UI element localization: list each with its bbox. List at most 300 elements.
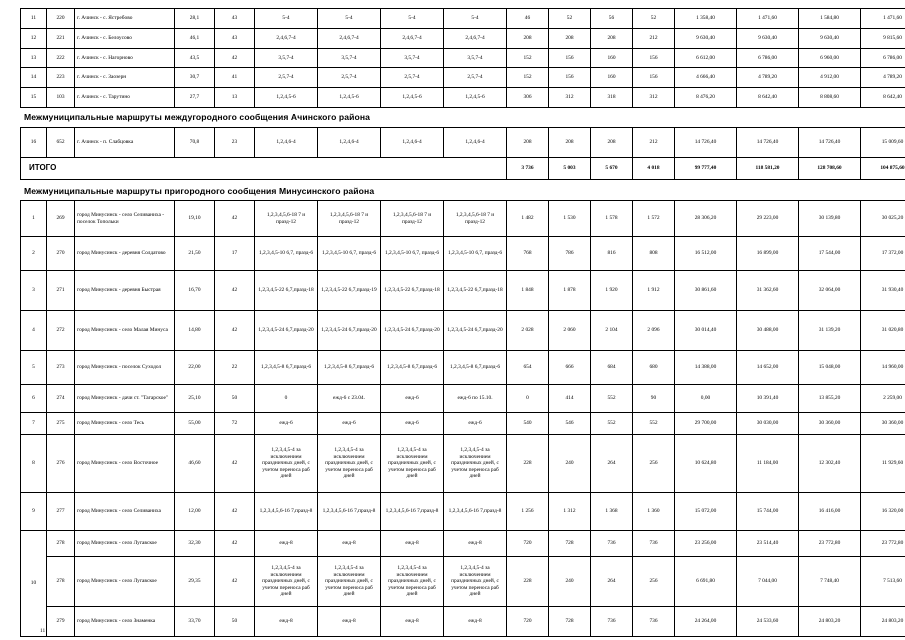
cell-trips-3: 208 bbox=[591, 28, 633, 48]
cell-trips-1: 720 bbox=[507, 531, 549, 557]
cell-trips-3: 736 bbox=[591, 607, 633, 637]
table-row bbox=[21, 48, 905, 68]
cell-length: 28,1 bbox=[175, 9, 215, 29]
cell-no: 5 bbox=[21, 351, 47, 385]
cell-trips-4: 156 bbox=[633, 48, 675, 68]
cell-schedule-2: 1,2,3,4,5-4 за исключением праздничных дней, с учетом переноса раб дней bbox=[318, 557, 381, 607]
table-row bbox=[21, 413, 905, 435]
table-row bbox=[21, 531, 905, 557]
cell-code: 279 bbox=[47, 607, 75, 637]
cell-code: 276 bbox=[47, 435, 75, 493]
cell-mileage-1: 9 630,40 bbox=[675, 28, 737, 48]
cell-trips-1: 768 bbox=[507, 237, 549, 271]
table-row bbox=[21, 28, 905, 48]
cell-mileage-1: 28 306,20 bbox=[675, 201, 737, 237]
cell-mileage-3: 23 772,80 bbox=[799, 531, 861, 557]
cell-no: 10 bbox=[21, 531, 47, 637]
cell-trips-1: 152 bbox=[507, 68, 549, 88]
table-row bbox=[21, 9, 905, 29]
cell-schedule-2: 1,2,3,4,5-8 6,7,празд-6 bbox=[318, 351, 381, 385]
cell-mileage-2: 24 533,60 bbox=[737, 607, 799, 637]
cell-schedule-1: 1,2,3,4,5-24 6,7,празд-20 bbox=[255, 311, 318, 351]
cell-mileage-4: 30 360,00 bbox=[861, 413, 905, 435]
cell-mileage-4: 14 960,00 bbox=[861, 351, 905, 385]
cell-capacity: 41 bbox=[215, 68, 255, 88]
cell-code: 274 bbox=[47, 385, 75, 413]
cell-schedule-1: 1,2,3,4,5-10 6,7, празд-6 bbox=[255, 237, 318, 271]
cell-mileage-3: 1 584,80 bbox=[799, 9, 861, 29]
cell-schedule-3: 1,2,4,6-4 bbox=[381, 128, 444, 158]
cell-code: 270 bbox=[47, 237, 75, 271]
cell-mileage-3: 9 630,40 bbox=[799, 28, 861, 48]
cell-schedule-4: 1,2,3,4,5-10 6,7, празд-6 bbox=[444, 237, 507, 271]
cell-trips-2: 728 bbox=[549, 531, 591, 557]
table-row bbox=[21, 557, 905, 607]
cell-trips-3: 264 bbox=[591, 435, 633, 493]
cell-route: город Минусинск - село Малая Минуса bbox=[75, 311, 175, 351]
cell-mileage-2: 14 652,00 bbox=[737, 351, 799, 385]
cell-route: город Минусинск - деревня Солдатово bbox=[75, 237, 175, 271]
cell-length: 21,50 bbox=[175, 237, 215, 271]
cell-trips-3: 318 bbox=[591, 88, 633, 108]
cell-length: 27,7 bbox=[175, 88, 215, 108]
cell-schedule-2: ежд-8 bbox=[318, 531, 381, 557]
table-row bbox=[21, 201, 905, 237]
cell-mileage-3: 16 416,00 bbox=[799, 493, 861, 531]
routes-table-achinsk-intercity bbox=[20, 127, 905, 180]
cell-length: 46,60 bbox=[175, 435, 215, 493]
cell-mileage-4: 15 009,60 bbox=[861, 128, 905, 158]
cell-capacity: 42 bbox=[215, 48, 255, 68]
routes-table-minusinsk-suburban bbox=[20, 200, 905, 637]
cell-mileage-1: 0,00 bbox=[675, 385, 737, 413]
cell-length: 70,8 bbox=[175, 128, 215, 158]
cell-trips-3: 684 bbox=[591, 351, 633, 385]
total-trips-2: 5 003 bbox=[549, 158, 591, 180]
cell-mileage-3: 31 139,20 bbox=[799, 311, 861, 351]
cell-trips-2: 546 bbox=[549, 413, 591, 435]
cell-mileage-2: 7 044,00 bbox=[737, 557, 799, 607]
total-trips-1: 3 736 bbox=[507, 158, 549, 180]
cell-mileage-1: 23 256,00 bbox=[675, 531, 737, 557]
cell-trips-2: 786 bbox=[549, 237, 591, 271]
cell-mileage-1: 29 700,00 bbox=[675, 413, 737, 435]
cell-schedule-4: ежд-6 по 15.10. bbox=[444, 385, 507, 413]
table-row bbox=[21, 237, 905, 271]
cell-mileage-2: 16 899,00 bbox=[737, 237, 799, 271]
cell-trips-3: 160 bbox=[591, 68, 633, 88]
cell-trips-4: 1 572 bbox=[633, 201, 675, 237]
total-mileage-2: 118 581,20 bbox=[737, 158, 799, 180]
cell-trips-3: 736 bbox=[591, 531, 633, 557]
cell-schedule-2: 1,2,3,4,5-10 6,7, празд-6 bbox=[318, 237, 381, 271]
cell-trips-4: 1 912 bbox=[633, 271, 675, 311]
cell-mileage-3: 4 912,00 bbox=[799, 68, 861, 88]
cell-trips-3: 208 bbox=[591, 128, 633, 158]
cell-capacity: 17 bbox=[215, 237, 255, 271]
cell-trips-1: 2 028 bbox=[507, 311, 549, 351]
total-mileage-3: 128 708,60 bbox=[799, 158, 861, 180]
cell-mileage-4: 2 259,00 bbox=[861, 385, 905, 413]
cell-code: 223 bbox=[47, 68, 75, 88]
cell-schedule-2: ежд-8 bbox=[318, 607, 381, 637]
cell-mileage-3: 30 139,80 bbox=[799, 201, 861, 237]
total-mileage-1: 99 777,40 bbox=[675, 158, 737, 180]
cell-trips-4: 2 096 bbox=[633, 311, 675, 351]
cell-mileage-4: 23 772,80 bbox=[861, 531, 905, 557]
cell-trips-3: 816 bbox=[591, 237, 633, 271]
cell-route: г. Ачинск - с. Заозерн bbox=[75, 68, 175, 88]
cell-trips-2: 240 bbox=[549, 435, 591, 493]
cell-code: 652 bbox=[47, 128, 75, 158]
cell-capacity: 42 bbox=[215, 493, 255, 531]
cell-trips-3: 1 368 bbox=[591, 493, 633, 531]
cell-schedule-2: 1,2,3,4,5,6-18 7 и празд-12 bbox=[318, 201, 381, 237]
cell-mileage-4: 6 786,00 bbox=[861, 48, 905, 68]
cell-trips-1: 208 bbox=[507, 28, 549, 48]
cell-trips-4: 256 bbox=[633, 435, 675, 493]
cell-capacity: 42 bbox=[215, 557, 255, 607]
cell-trips-4: 52 bbox=[633, 9, 675, 29]
cell-mileage-2: 30 488,00 bbox=[737, 311, 799, 351]
cell-capacity: 42 bbox=[215, 531, 255, 557]
cell-schedule-3: 1,2,3,4,5,6-16 7,празд-8 bbox=[381, 493, 444, 531]
cell-schedule-3: 1,2,3,4,5-8 6,7,празд-6 bbox=[381, 351, 444, 385]
cell-schedule-1: 1,2,3,4,5-4 за исключением праздничных дней, с учетом переноса раб дней bbox=[255, 557, 318, 607]
table-row bbox=[21, 271, 905, 311]
cell-code: 278 bbox=[47, 557, 75, 607]
cell-route: г. Ачинск - с. Белоусово bbox=[75, 28, 175, 48]
cell-trips-1: 540 bbox=[507, 413, 549, 435]
cell-trips-1: 0 bbox=[507, 385, 549, 413]
cell-schedule-3: 1,2,3,4,5-4 за исключением праздничных дней, с учетом переноса раб дней bbox=[381, 435, 444, 493]
total-mileage-4: 104 875,60 bbox=[861, 158, 905, 180]
cell-schedule-1: 1,2,4,6-4 bbox=[255, 128, 318, 158]
cell-mileage-2: 14 726,40 bbox=[737, 128, 799, 158]
table-row bbox=[21, 68, 905, 88]
cell-code: 273 bbox=[47, 351, 75, 385]
cell-code: 221 bbox=[47, 28, 75, 48]
table-row bbox=[21, 385, 905, 413]
cell-schedule-3: 1,2,3,4,5,6-18 7 и празд-12 bbox=[381, 201, 444, 237]
cell-schedule-3: 1,2,4,5-6 bbox=[381, 88, 444, 108]
cell-schedule-2: 5-4 bbox=[318, 9, 381, 29]
cell-no: 3 bbox=[21, 271, 47, 311]
cell-mileage-3: 30 360,00 bbox=[799, 413, 861, 435]
cell-length: 46,1 bbox=[175, 28, 215, 48]
cell-route: г. Ачинск - с. Нагорново bbox=[75, 48, 175, 68]
cell-schedule-4: 1,2,3,4,5-22 6,7,празд-18 bbox=[444, 271, 507, 311]
cell-mileage-2: 4 789,20 bbox=[737, 68, 799, 88]
cell-trips-4: 680 bbox=[633, 351, 675, 385]
cell-capacity: 42 bbox=[215, 271, 255, 311]
cell-mileage-3: 15 048,00 bbox=[799, 351, 861, 385]
cell-trips-3: 552 bbox=[591, 413, 633, 435]
total-trips-3: 5 670 bbox=[591, 158, 633, 180]
cell-mileage-2: 10 391,40 bbox=[737, 385, 799, 413]
cell-code: 277 bbox=[47, 493, 75, 531]
cell-trips-4: 552 bbox=[633, 413, 675, 435]
cell-route: город Минусинск - поселок Суходол bbox=[75, 351, 175, 385]
cell-schedule-1: 1,2,4,5-6 bbox=[255, 88, 318, 108]
cell-mileage-1: 1 358,40 bbox=[675, 9, 737, 29]
cell-route: город Минусинск - село Селиваниха bbox=[75, 493, 175, 531]
cell-schedule-2: 1,2,4,6-4 bbox=[318, 128, 381, 158]
table-row bbox=[21, 88, 905, 108]
cell-schedule-4: 2,5,7-4 bbox=[444, 68, 507, 88]
table-row bbox=[21, 435, 905, 493]
cell-schedule-4: 1,2,3,4,5-8 6,7,празд-6 bbox=[444, 351, 507, 385]
cell-mileage-3: 12 302,40 bbox=[799, 435, 861, 493]
section-title-suburban-minusinsk: Межмуниципальные маршруты пригородного сообщения Минусинского района bbox=[24, 186, 375, 196]
cell-schedule-1: ежд-8 bbox=[255, 531, 318, 557]
cell-schedule-2: ежд-6 bbox=[318, 413, 381, 435]
cell-schedule-4: 1,2,3,4,5,6-16 7,празд-8 bbox=[444, 493, 507, 531]
cell-mileage-4: 31 020,80 bbox=[861, 311, 905, 351]
cell-mileage-1: 24 264,00 bbox=[675, 607, 737, 637]
table-row bbox=[21, 128, 905, 158]
cell-trips-4: 736 bbox=[633, 607, 675, 637]
cell-mileage-2: 6 786,00 bbox=[737, 48, 799, 68]
cell-schedule-1: 2,5,7-4 bbox=[255, 68, 318, 88]
table-row bbox=[21, 311, 905, 351]
cell-mileage-3: 7 748,40 bbox=[799, 557, 861, 607]
cell-schedule-4: ежд-8 bbox=[444, 607, 507, 637]
cell-schedule-1: ежд-8 bbox=[255, 607, 318, 637]
cell-schedule-3: ежд-6 bbox=[381, 413, 444, 435]
cell-mileage-1: 8 476,20 bbox=[675, 88, 737, 108]
cell-mileage-3: 14 726,40 bbox=[799, 128, 861, 158]
cell-mileage-1: 14 388,00 bbox=[675, 351, 737, 385]
cell-schedule-1: 1,2,3,4,5,6-18 7 и празд-12 bbox=[255, 201, 318, 237]
cell-mileage-2: 15 744,00 bbox=[737, 493, 799, 531]
cell-route: город Минусинск - дачи ст. "Тагарское" bbox=[75, 385, 175, 413]
cell-no: 11 bbox=[21, 9, 47, 29]
cell-mileage-4: 31 930,40 bbox=[861, 271, 905, 311]
cell-schedule-2: 3,5,7-4 bbox=[318, 48, 381, 68]
cell-length: 33,70 bbox=[175, 607, 215, 637]
cell-route: город Минусинск - село Лугавское bbox=[75, 531, 175, 557]
cell-mileage-4: 16 320,00 bbox=[861, 493, 905, 531]
cell-trips-2: 1 878 bbox=[549, 271, 591, 311]
cell-mileage-1: 4 666,40 bbox=[675, 68, 737, 88]
cell-trips-2: 1 530 bbox=[549, 201, 591, 237]
cell-schedule-3: 2,5,7-4 bbox=[381, 68, 444, 88]
cell-schedule-4: 1,2,3,4,5-4 за исключением праздничных дней, с учетом переноса раб дней bbox=[444, 435, 507, 493]
cell-capacity: 43 bbox=[215, 9, 255, 29]
cell-trips-4: 156 bbox=[633, 68, 675, 88]
cell-trips-3: 1 578 bbox=[591, 201, 633, 237]
cell-mileage-4: 8 642,40 bbox=[861, 88, 905, 108]
cell-schedule-2: 1,2,3,4,5,6-16 7,празд-8 bbox=[318, 493, 381, 531]
cell-schedule-3: ежд-6 bbox=[381, 385, 444, 413]
cell-schedule-1: 1,2,3,4,5-22 6,7,празд-18 bbox=[255, 271, 318, 311]
cell-trips-1: 46 bbox=[507, 9, 549, 29]
cell-no: 13 bbox=[21, 48, 47, 68]
cell-trips-1: 228 bbox=[507, 557, 549, 607]
cell-mileage-4: 17 372,00 bbox=[861, 237, 905, 271]
cell-schedule-4: 3,5,7-4 bbox=[444, 48, 507, 68]
cell-schedule-4: 1,2,3,4,5-24 6,7,празд-20 bbox=[444, 311, 507, 351]
next-row-number: 11 bbox=[40, 628, 46, 634]
cell-trips-1: 306 bbox=[507, 88, 549, 108]
cell-route: г. Ачинск - п. Слабцовка bbox=[75, 128, 175, 158]
cell-mileage-2: 29 223,00 bbox=[737, 201, 799, 237]
cell-length: 32,30 bbox=[175, 531, 215, 557]
cell-schedule-2: 1,2,4,5-6 bbox=[318, 88, 381, 108]
cell-schedule-4: 1,2,3,4,5,6-18 7 и празд-12 bbox=[444, 201, 507, 237]
cell-trips-1: 228 bbox=[507, 435, 549, 493]
cell-length: 14,80 bbox=[175, 311, 215, 351]
cell-trips-4: 212 bbox=[633, 128, 675, 158]
routes-table-achinsk-suburban bbox=[20, 8, 905, 108]
cell-length: 25,10 bbox=[175, 385, 215, 413]
cell-schedule-1: 1,2,3,4,5,6-16 7,празд-8 bbox=[255, 493, 318, 531]
cell-capacity: 23 bbox=[215, 128, 255, 158]
table-row bbox=[21, 351, 905, 385]
cell-schedule-3: 1,2,3,4,5-10 6,7, празд-6 bbox=[381, 237, 444, 271]
cell-trips-1: 1 256 bbox=[507, 493, 549, 531]
cell-schedule-2: 1,2,3,4,5-24 6,7,празд-20 bbox=[318, 311, 381, 351]
cell-no: 2 bbox=[21, 237, 47, 271]
cell-trips-2: 1 312 bbox=[549, 493, 591, 531]
cell-mileage-2: 9 630,40 bbox=[737, 28, 799, 48]
cell-trips-2: 52 bbox=[549, 9, 591, 29]
total-label: ИТОГО bbox=[21, 158, 507, 180]
cell-schedule-3: ежд-8 bbox=[381, 607, 444, 637]
cell-code: 103 bbox=[47, 88, 75, 108]
cell-schedule-1: ежд-6 bbox=[255, 413, 318, 435]
cell-mileage-3: 17 544,00 bbox=[799, 237, 861, 271]
cell-length: 30,7 bbox=[175, 68, 215, 88]
cell-capacity: 43 bbox=[215, 28, 255, 48]
cell-capacity: 13 bbox=[215, 88, 255, 108]
cell-schedule-2: 2,4,6,7-4 bbox=[318, 28, 381, 48]
cell-trips-2: 156 bbox=[549, 68, 591, 88]
cell-capacity: 42 bbox=[215, 435, 255, 493]
cell-mileage-1: 30 014,40 bbox=[675, 311, 737, 351]
cell-mileage-1: 6 612,00 bbox=[675, 48, 737, 68]
cell-trips-2: 240 bbox=[549, 557, 591, 607]
cell-schedule-4: ежд-8 bbox=[444, 531, 507, 557]
cell-trips-2: 156 bbox=[549, 48, 591, 68]
cell-mileage-4: 9 815,60 bbox=[861, 28, 905, 48]
cell-trips-4: 212 bbox=[633, 28, 675, 48]
cell-schedule-4: 1,2,4,5-6 bbox=[444, 88, 507, 108]
cell-no: 12 bbox=[21, 28, 47, 48]
cell-trips-1: 1 848 bbox=[507, 271, 549, 311]
cell-no: 14 bbox=[21, 68, 47, 88]
cell-schedule-2: 2,5,7-4 bbox=[318, 68, 381, 88]
cell-trips-3: 2 104 bbox=[591, 311, 633, 351]
cell-schedule-3: 1,2,3,4,5-24 6,7,празд-20 bbox=[381, 311, 444, 351]
cell-mileage-2: 8 642,40 bbox=[737, 88, 799, 108]
cell-trips-3: 264 bbox=[591, 557, 633, 607]
cell-route: г. Ачинск - с. Тарутино bbox=[75, 88, 175, 108]
cell-schedule-3: 2,4,6,7-4 bbox=[381, 28, 444, 48]
cell-trips-2: 666 bbox=[549, 351, 591, 385]
cell-mileage-2: 30 030,00 bbox=[737, 413, 799, 435]
cell-route: город Минусинск - село Тесь bbox=[75, 413, 175, 435]
cell-mileage-1: 16 512,00 bbox=[675, 237, 737, 271]
cell-code: 275 bbox=[47, 413, 75, 435]
cell-schedule-1: 3,5,7-4 bbox=[255, 48, 318, 68]
cell-trips-2: 728 bbox=[549, 607, 591, 637]
cell-trips-4: 1 360 bbox=[633, 493, 675, 531]
section-title-intercity-achinsk: Межмуниципальные маршруты междугородного сообщения Ачинского района bbox=[24, 112, 371, 122]
cell-no: 9 bbox=[21, 493, 47, 531]
cell-mileage-3: 8 808,60 bbox=[799, 88, 861, 108]
cell-schedule-4: 5-4 bbox=[444, 9, 507, 29]
cell-capacity: 50 bbox=[215, 385, 255, 413]
cell-code: 220 bbox=[47, 9, 75, 29]
cell-mileage-4: 11 929,60 bbox=[861, 435, 905, 493]
cell-schedule-1: 1,2,3,4,5-4 за исключением праздничных дней, с учетом переноса раб дней bbox=[255, 435, 318, 493]
cell-mileage-2: 23 514,40 bbox=[737, 531, 799, 557]
cell-schedule-4: ежд-6 bbox=[444, 413, 507, 435]
cell-capacity: 72 bbox=[215, 413, 255, 435]
cell-mileage-4: 24 803,20 bbox=[861, 607, 905, 637]
cell-trips-3: 1 920 bbox=[591, 271, 633, 311]
cell-schedule-1: 0 bbox=[255, 385, 318, 413]
cell-mileage-1: 15 072,00 bbox=[675, 493, 737, 531]
cell-trips-2: 208 bbox=[549, 28, 591, 48]
cell-trips-4: 256 bbox=[633, 557, 675, 607]
cell-length: 19,10 bbox=[175, 201, 215, 237]
cell-trips-3: 160 bbox=[591, 48, 633, 68]
table-row bbox=[21, 607, 905, 637]
cell-mileage-2: 31 362,60 bbox=[737, 271, 799, 311]
cell-trips-2: 414 bbox=[549, 385, 591, 413]
cell-trips-1: 654 bbox=[507, 351, 549, 385]
cell-trips-2: 312 bbox=[549, 88, 591, 108]
cell-mileage-3: 32 064,00 bbox=[799, 271, 861, 311]
cell-mileage-3: 6 960,00 bbox=[799, 48, 861, 68]
cell-schedule-3: ежд-8 bbox=[381, 531, 444, 557]
cell-mileage-1: 30 861,60 bbox=[675, 271, 737, 311]
cell-capacity: 42 bbox=[215, 311, 255, 351]
total-row bbox=[21, 158, 905, 180]
cell-schedule-1: 1,2,3,4,5-8 6,7,празд-6 bbox=[255, 351, 318, 385]
cell-code: 222 bbox=[47, 48, 75, 68]
cell-schedule-1: 2,4,6,7-4 bbox=[255, 28, 318, 48]
cell-mileage-4: 1 471,60 bbox=[861, 9, 905, 29]
cell-schedule-4: 1,2,3,4,5-4 за исключением праздничных дней, с учетом переноса раб дней bbox=[444, 557, 507, 607]
cell-schedule-4: 2,4,6,7-4 bbox=[444, 28, 507, 48]
cell-trips-4: 312 bbox=[633, 88, 675, 108]
cell-capacity: 50 bbox=[215, 607, 255, 637]
cell-mileage-4: 4 789,20 bbox=[861, 68, 905, 88]
cell-mileage-1: 14 726,40 bbox=[675, 128, 737, 158]
cell-route: город Минусинск - село Восточное bbox=[75, 435, 175, 493]
cell-length: 43,5 bbox=[175, 48, 215, 68]
cell-length: 55,00 bbox=[175, 413, 215, 435]
cell-trips-1: 152 bbox=[507, 48, 549, 68]
cell-code: 269 bbox=[47, 201, 75, 237]
cell-code: 272 bbox=[47, 311, 75, 351]
cell-schedule-2: ежд-6 с 23.04. bbox=[318, 385, 381, 413]
cell-length: 16,70 bbox=[175, 271, 215, 311]
cell-schedule-3: 1,2,3,4,5-4 за исключением праздничных дней, с учетом переноса раб дней bbox=[381, 557, 444, 607]
cell-trips-4: 736 bbox=[633, 531, 675, 557]
cell-code: 271 bbox=[47, 271, 75, 311]
cell-schedule-2: 1,2,3,4,5-4 за исключением праздничных дней, с учетом переноса раб дней bbox=[318, 435, 381, 493]
cell-route: город Минусинск - село Знаменка bbox=[75, 607, 175, 637]
cell-trips-2: 208 bbox=[549, 128, 591, 158]
cell-no: 16 bbox=[21, 128, 47, 158]
cell-route: город Минусинск - село Селиваниха - поселок Топольки bbox=[75, 201, 175, 237]
cell-capacity: 42 bbox=[215, 201, 255, 237]
